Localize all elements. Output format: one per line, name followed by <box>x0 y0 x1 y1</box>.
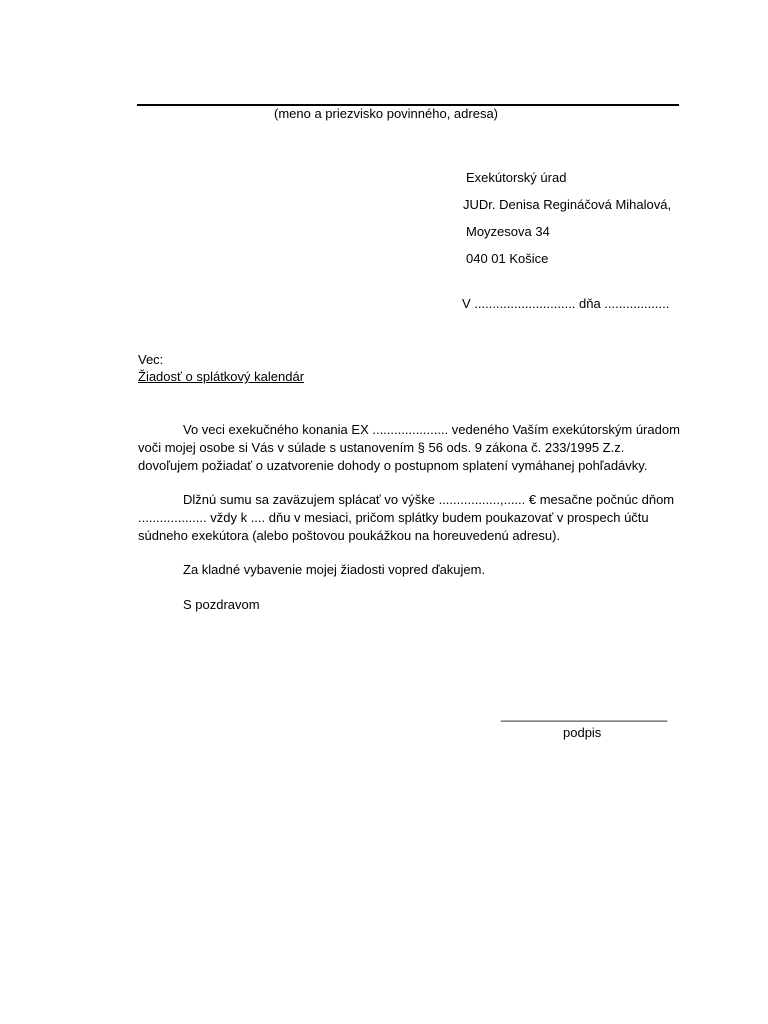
paragraph-2-line-2: ................... vždy k .... dňu v mesiaci, pričom splátky budem poukazovať v prospech účtu <box>138 510 649 525</box>
place-date-line: V ............................ dňa .................. <box>462 296 670 311</box>
subject-title: Žiadosť o splátkový kalendár <box>138 369 305 384</box>
recipient-name: JUDr. Denisa Regináčová Mihalová, <box>463 197 672 212</box>
sender-caption: (meno a priezvisko povinného, adresa) <box>274 106 499 121</box>
closing-greeting: S pozdravom <box>183 597 260 612</box>
paragraph-1-line-2: voči mojej osobe si Vás v súlade s ustanovením § 56 ods. 9 zákona č. 233/1995 Z.z. <box>138 440 625 455</box>
subject-label: Vec: <box>138 352 164 367</box>
thanks-sentence: Za kladné vybavenie mojej žiadosti vopred ďakujem. <box>183 562 486 577</box>
paragraph-1-line-3: dovoľujem požiadať o uzatvorenie dohody o postupnom splatení vymáhanej pohľadávky. <box>138 458 648 473</box>
paragraph-2-line-1: Dlžnú sumu sa zaväzujem splácať vo výške .................,...... € mesačne počnúc dňom <box>183 492 675 507</box>
paragraph-1-line-1: Vo veci exekučného konania EX ..................... vedeného Vaším exekútorským úradom <box>183 422 680 437</box>
recipient-street: Moyzesova 34 <box>466 224 550 239</box>
body-paragraph-2 <box>138 491 698 545</box>
body-paragraph-1 <box>138 421 698 475</box>
signature-label: podpis <box>563 725 602 740</box>
recipient-office: Exekútorský úrad <box>466 170 567 185</box>
recipient-city: 040 01 Košice <box>466 251 549 266</box>
signature-line: _______________________ <box>501 707 668 722</box>
paragraph-2-line-3: súdneho exekútora (alebo poštovou poukážkou na horeuvedenú adresu). <box>138 528 561 543</box>
